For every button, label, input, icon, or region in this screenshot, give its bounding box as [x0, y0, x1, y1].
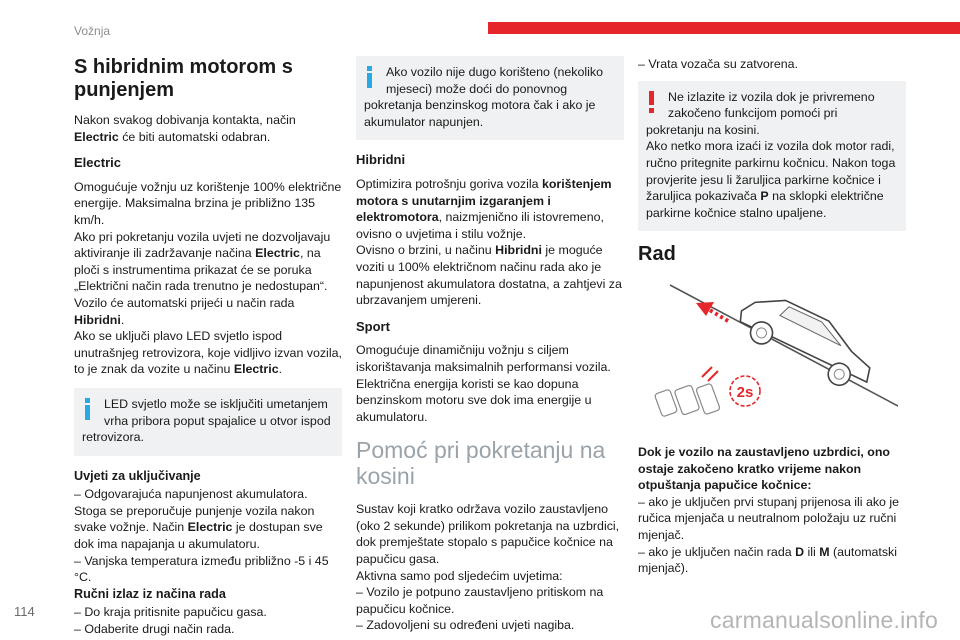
pedal-icon	[654, 367, 720, 417]
operation-text-end: (automatski mjenjač).	[638, 544, 898, 576]
watermark: carmanualsonline.info	[710, 607, 938, 633]
section-title: S hibridnim motorom s punjenjem	[74, 56, 293, 101]
timer-label: 2s	[736, 384, 754, 402]
warning-note	[638, 81, 906, 232]
exit-item: – Odaberite drugi način rada.	[74, 622, 235, 637]
sport-paragraph-2: Električna energija koristi se kao dopuna benzinskom motoru sve dok ima energije u akumulatoru.	[356, 376, 592, 424]
hill-start-illustration	[638, 281, 898, 421]
sport-heading: Sport	[356, 318, 390, 334]
electric-paragraph-1: Omogućuje vožnju uz korištenje 100% električne energije. Maksimalna brzina je približno 135 km/h.	[74, 179, 342, 227]
info-note	[356, 56, 624, 140]
electric-text: Ako pri pokretanju vozila uvjeti ne dozvoljavaju aktiviranje ili zadržavanje načina	[74, 229, 331, 261]
hybrid-text-end: je moguće voziti u 100% električnom načinu rada ako je napunjenost akumulatora dostatna, a zahtjevi za ubrzavanjem umjereni.	[356, 243, 622, 308]
hybrid-paragraph-1	[356, 176, 624, 242]
exit-item: – Do kraja pritisnite papučicu gasa.	[74, 605, 267, 620]
column-right	[638, 56, 906, 577]
conditions-heading: Uvjeti za uključivanje	[74, 468, 201, 483]
intro-paragraph	[74, 112, 342, 145]
hybrid-paragraph-2	[356, 242, 624, 308]
mode-d: D	[795, 544, 805, 559]
info-note	[74, 388, 342, 456]
info-note-text: Ako vozilo nije dugo korišteno (nekoliko mjeseci) može doći do ponovnog pokretanja benzinskog motora čak i ako je akumulator napunjen.	[364, 65, 603, 129]
hybrid-heading: Hibridni	[356, 152, 406, 168]
condition-text-end: je dostupan sve dok ima napajanja u akumulatoru.	[74, 520, 323, 552]
electric-bold: Electric	[255, 246, 300, 261]
condition-item: – Vanjska temperatura između približno -5 i 45 °C.	[74, 553, 329, 585]
warning-text-end: na sklopki električne parkirne kočnice stalno upaljene.	[646, 189, 884, 220]
hybrid-text: Ovisno o brzini, u načinu	[356, 243, 492, 258]
condition-text	[74, 503, 342, 553]
electric-text-end: , na ploči s instrumentima prikazat će se poruka „Električni način rada trenutno je nedostupan“.	[74, 246, 328, 294]
hybrid-text-end: , naizmjenično ili istovremeno, ovisno o uvjetima i stilu vožnje.	[356, 210, 604, 241]
operation-item	[638, 544, 906, 577]
column-middle	[356, 56, 624, 634]
warning-text-2: Ako netko mora izaći iz vozila dok motor radi, ručno pritegnite parkirnu kočnicu. Nakon toga provjerite jesu li žaruljica parkirne kočnice i žaruljica pokazivača	[646, 139, 896, 204]
punct: .	[120, 312, 125, 327]
info-icon	[82, 398, 94, 420]
operation-item: – ako je uključen prvi stupanj prijenosa ili ako je ručica mjenjača u neutralnom položaju uz ručni mjenjač.	[638, 494, 900, 542]
push-arrow-icon	[696, 302, 728, 321]
punct: .	[278, 362, 283, 377]
hill-start-title: Pomoć pri pokretanju na kosini	[356, 437, 606, 490]
operation-text: – ako je uključen način rada	[638, 544, 792, 559]
condition-item: – Odgovarajuća napunjenost akumulatora.	[74, 487, 308, 502]
electric-heading: Electric	[74, 155, 121, 171]
header-accent-bar	[488, 22, 960, 34]
intro-text: Nakon svakog dobivanja kontakta, način	[74, 113, 296, 127]
warning-icon	[646, 91, 658, 113]
hybrid-bold: Hibridni	[74, 312, 121, 327]
operation-title: Rad	[638, 243, 676, 266]
electric-text: Ako se uključi plavo LED svjetlo ispod unutrašnjeg retrovizora, koje vidljivo izvan vozila, to je znak da vozite u načinu	[74, 329, 342, 377]
electric-paragraph-3	[74, 295, 342, 328]
intro-text-end: će biti automatski odabran.	[122, 129, 271, 144]
hybrid-bold: korištenjem motora s unutarnjim izgaranjem i elektromotora	[356, 176, 612, 225]
condition-text-start: Stoga se preporučuje punjenje vozila nakon svake vožnje. Način	[74, 503, 315, 535]
hill-paragraph-1: Sustav koji kratko održava vozilo zaustavljeno (oko 2 sekunde) prilikom pokretanja na uzbrdici, dok premještate stopalo s papučice kočnice na papučicu gasa.	[356, 502, 620, 567]
page-number: 114	[14, 604, 35, 619]
intro-bold: Electric	[74, 129, 119, 144]
electric-paragraph-4	[74, 328, 342, 378]
operation-bold: Dok je vozilo na zaustavljeno uzbrdici, ono ostaje zakočeno kratko vrijeme nakon otpuštanja papučice kočnice:	[638, 444, 890, 493]
hill-paragraph-2: Aktivna samo pod sljedećim uvjetima:	[356, 568, 563, 583]
electric-text: Vozilo će automatski prijeći u način rada	[74, 295, 295, 310]
hill-condition: – Vozilo je potpuno zaustavljeno pritiskom na papučicu kočnice.	[356, 585, 604, 616]
door-condition: – Vrata vozača su zatvorena.	[638, 57, 799, 71]
electric-paragraph-2	[74, 229, 342, 295]
hill-condition: – Zadovoljeni su određeni uvjeti nagiba.	[356, 618, 575, 633]
info-note-text: LED svjetlo može se isključiti umetanjem vrha pribora poput spajalice u otvor ispod retrovizora.	[82, 396, 331, 445]
electric-bold: Electric	[187, 520, 233, 535]
electric-bold: Electric	[233, 362, 279, 377]
warning-text-1: Ne izlazite iz vozila dok je privremeno zakočeno funkcijom pomoći pri pokretanju na kosini.	[646, 89, 875, 137]
timer-badge	[730, 376, 760, 406]
hybrid-text: Optimizira potrošnju goriva vozila	[356, 176, 539, 191]
mode-m: M	[819, 544, 830, 559]
sport-paragraph-1: Omogućuje dinamičniju vožnju s ciljem iskorištavanja maksimalnih performansi vozila.	[356, 343, 611, 374]
operation-text: ili	[807, 544, 816, 559]
hybrid-bold: Hibridni	[495, 243, 542, 258]
section-header: Vožnja	[74, 24, 111, 38]
column-left	[74, 56, 342, 638]
warning-bold-p: P	[760, 189, 769, 204]
exit-heading: Ručni izlaz iz načina rada	[74, 586, 226, 601]
info-icon	[364, 66, 376, 88]
